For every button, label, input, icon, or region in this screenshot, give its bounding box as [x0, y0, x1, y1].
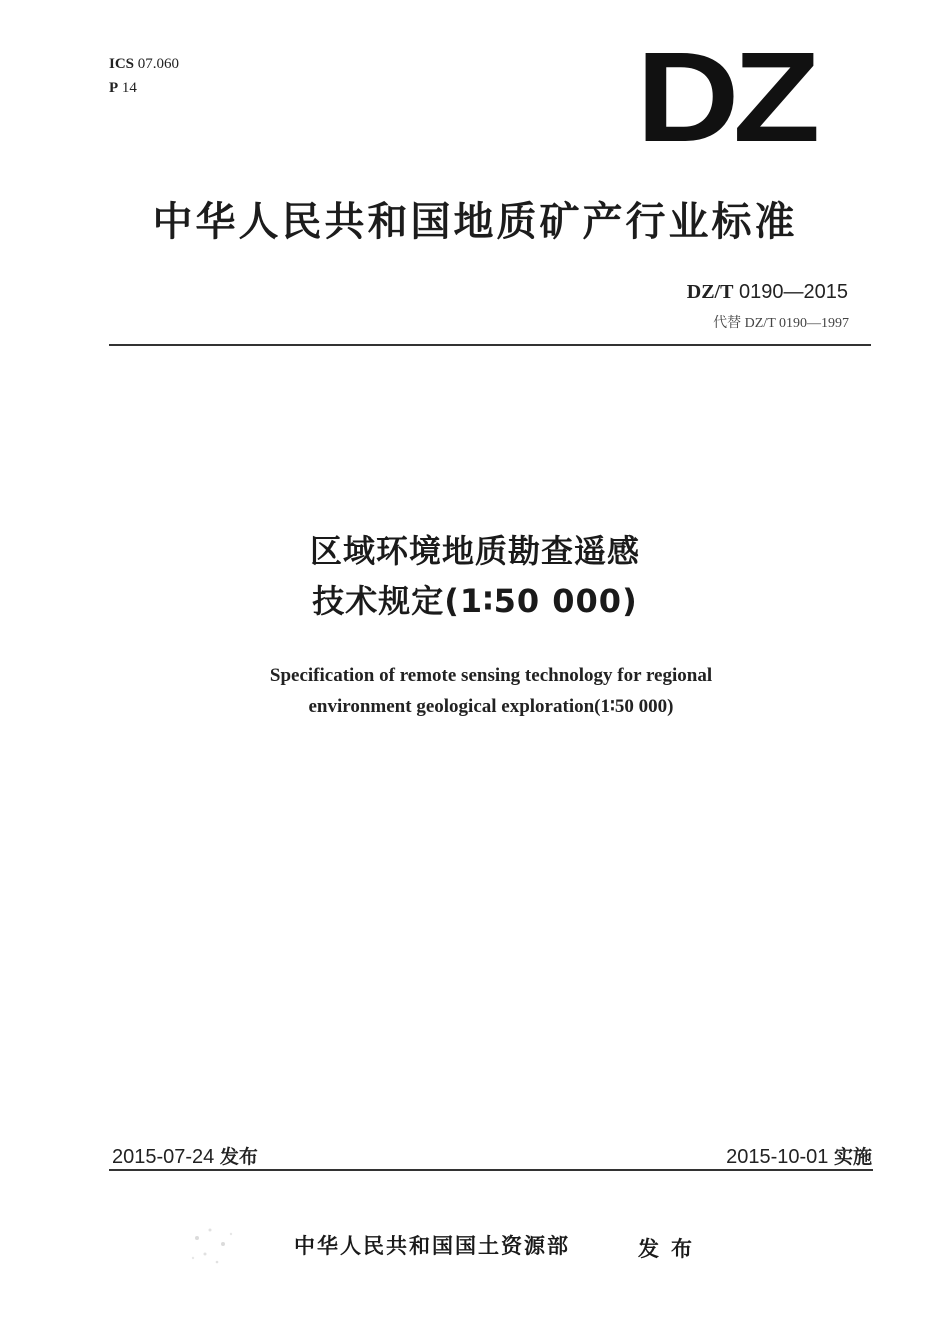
ics-label: ICS	[109, 56, 135, 72]
issue-action: 发布	[638, 1237, 704, 1261]
publish-date-value: 2015-07-24	[112, 1146, 215, 1168]
standard-code-number: 0190—2015	[739, 281, 848, 303]
ccs-code: 14	[121, 80, 137, 96]
classification-codes	[109, 52, 179, 100]
chinese-title	[0, 526, 950, 626]
chinese-title-line-1: 区域环境地质勘查遥感	[309, 532, 640, 570]
ics-line	[109, 52, 179, 76]
dz-logo: DZ	[636, 26, 814, 169]
issuing-authority: 中华人民共和国国土资源部	[294, 1234, 570, 1258]
effective-date-value: 2015-10-01	[726, 1146, 829, 1168]
faded-stamp-mark	[175, 1208, 255, 1278]
ccs-label: P	[109, 80, 119, 96]
english-title-line-1: Specification of remote sensing technology for regional	[269, 665, 713, 686]
footer-divider	[109, 1169, 873, 1171]
effective-date-label: 实施	[833, 1146, 872, 1168]
publish-date-label: 发布	[219, 1146, 258, 1168]
ccs-line	[109, 76, 179, 100]
chinese-title-line-2: 技术规定(1∶50 000)	[312, 582, 638, 620]
publish-date	[112, 1142, 258, 1169]
standard-code	[687, 281, 848, 304]
english-title	[0, 660, 950, 722]
effective-date	[726, 1142, 872, 1169]
header-divider	[109, 344, 871, 346]
english-title-line-2: environment geological exploration(1∶50 000)	[308, 696, 674, 717]
replaces-note: 代替 DZ/T 0190—1997	[713, 316, 849, 331]
standard-category-title: 中华人民共和国地质矿产行业标准	[152, 199, 798, 245]
standard-code-prefix: DZ/T	[686, 281, 734, 303]
ics-code: 07.060	[137, 56, 180, 72]
